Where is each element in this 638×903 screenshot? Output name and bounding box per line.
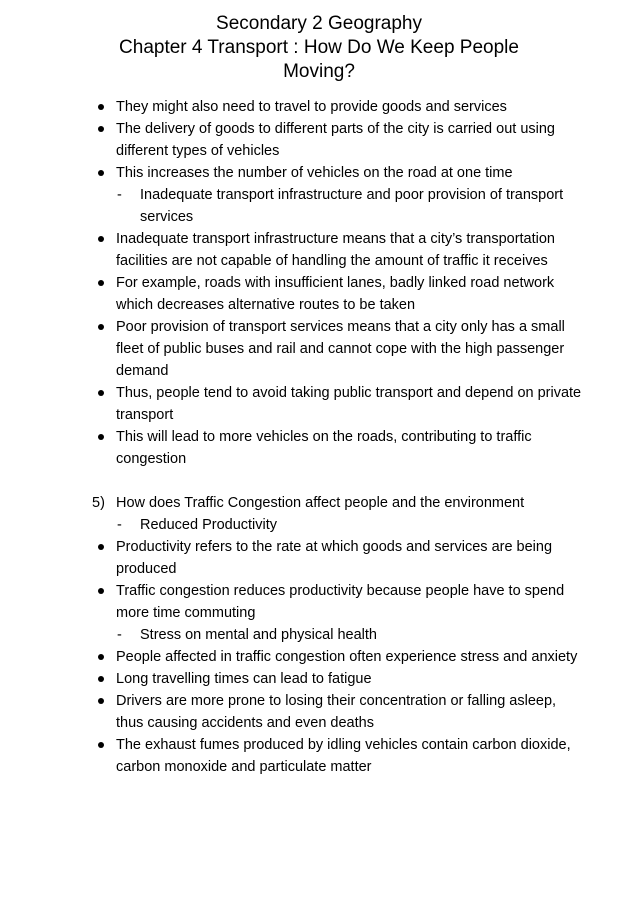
bullet-icon <box>98 104 104 110</box>
bullet-icon <box>98 390 104 396</box>
subheading-text: Inadequate transport infrastructure and poor provision of transport services <box>140 187 564 225</box>
bullet-icon <box>98 324 104 330</box>
bullet-icon <box>98 676 104 682</box>
bullet-item <box>92 734 582 778</box>
bullet-icon <box>98 654 104 660</box>
document-body <box>92 96 582 778</box>
bullet-icon <box>98 280 104 286</box>
title-line-3: Moving? <box>283 61 355 82</box>
bullet-text: Inadequate transport infrastructure means that a city’s transportation facilities are not capable of handling the amount of traffic it receives <box>116 231 556 269</box>
bullet-item <box>92 316 582 382</box>
bullet-icon <box>98 126 104 132</box>
title-line-2: Chapter 4 Transport : How Do We Keep People <box>119 37 519 58</box>
paragraph-spacer <box>92 470 582 492</box>
bullet-icon <box>98 742 104 748</box>
bullet-item <box>92 118 582 162</box>
bullet-item <box>92 690 582 734</box>
bullet-text: People affected in traffic congestion often experience stress and anxiety <box>116 649 578 665</box>
bullet-icon <box>98 170 104 176</box>
bullet-item <box>92 580 582 624</box>
bullet-text: For example, roads with insufficient lanes, badly linked road network which decreases alternative routes to be taken <box>116 275 555 313</box>
bullet-text: They might also need to travel to provide goods and services <box>116 99 507 115</box>
bullet-item <box>92 668 582 690</box>
bullet-item <box>92 536 582 580</box>
bullet-icon <box>98 434 104 440</box>
bullet-text: Productivity refers to the rate at which goods and services are being produced <box>116 539 553 577</box>
page-title <box>0 12 638 84</box>
section-1-list <box>92 96 582 470</box>
bullet-text: Thus, people tend to avoid taking public transport and depend on private transport <box>116 385 582 423</box>
bullet-text: Drivers are more prone to losing their concentration or falling asleep, thus causing accidents and even deaths <box>116 693 557 731</box>
bullet-icon <box>98 698 104 704</box>
dash-icon: - <box>117 517 122 533</box>
bullet-text: This will lead to more vehicles on the roads, contributing to traffic congestion <box>116 429 532 467</box>
bullet-text: Traffic congestion reduces productivity because people have to spend more time commuting <box>116 583 565 621</box>
bullet-text: This increases the number of vehicles on the road at one time <box>116 165 513 181</box>
dash-icon: - <box>117 187 122 203</box>
section-number: 5) <box>92 495 105 511</box>
bullet-text: The exhaust fumes produced by idling vehicles contain carbon dioxide, carbon monoxide and particulate matter <box>116 737 571 775</box>
bullet-item <box>92 228 582 272</box>
bullet-item <box>92 96 582 118</box>
bullet-text: The delivery of goods to different parts of the city is carried out using different types of vehicles <box>116 121 555 159</box>
bullet-item <box>92 162 582 184</box>
bullet-text: Long travelling times can lead to fatigue <box>116 671 372 687</box>
dash-icon: - <box>117 627 122 643</box>
bullet-item <box>92 646 582 668</box>
bullet-item <box>92 382 582 426</box>
subheading-item <box>92 514 582 536</box>
bullet-icon <box>98 544 104 550</box>
subheading-item <box>92 184 582 228</box>
subheading-text: Reduced Productivity <box>140 517 278 533</box>
bullet-icon <box>98 588 104 594</box>
bullet-item <box>92 426 582 470</box>
section-2-list <box>92 514 582 778</box>
title-line-1: Secondary 2 Geography <box>216 13 422 34</box>
bullet-text: Poor provision of transport services means that a city only has a small fleet of public buses and rail and cannot cope with the high passenger demand <box>116 319 565 379</box>
section-2-heading <box>92 492 582 514</box>
section-heading-text: How does Traffic Congestion affect people and the environment <box>116 495 525 511</box>
subheading-text: Stress on mental and physical health <box>140 627 377 643</box>
bullet-icon <box>98 236 104 242</box>
subheading-item <box>92 624 582 646</box>
bullet-item <box>92 272 582 316</box>
